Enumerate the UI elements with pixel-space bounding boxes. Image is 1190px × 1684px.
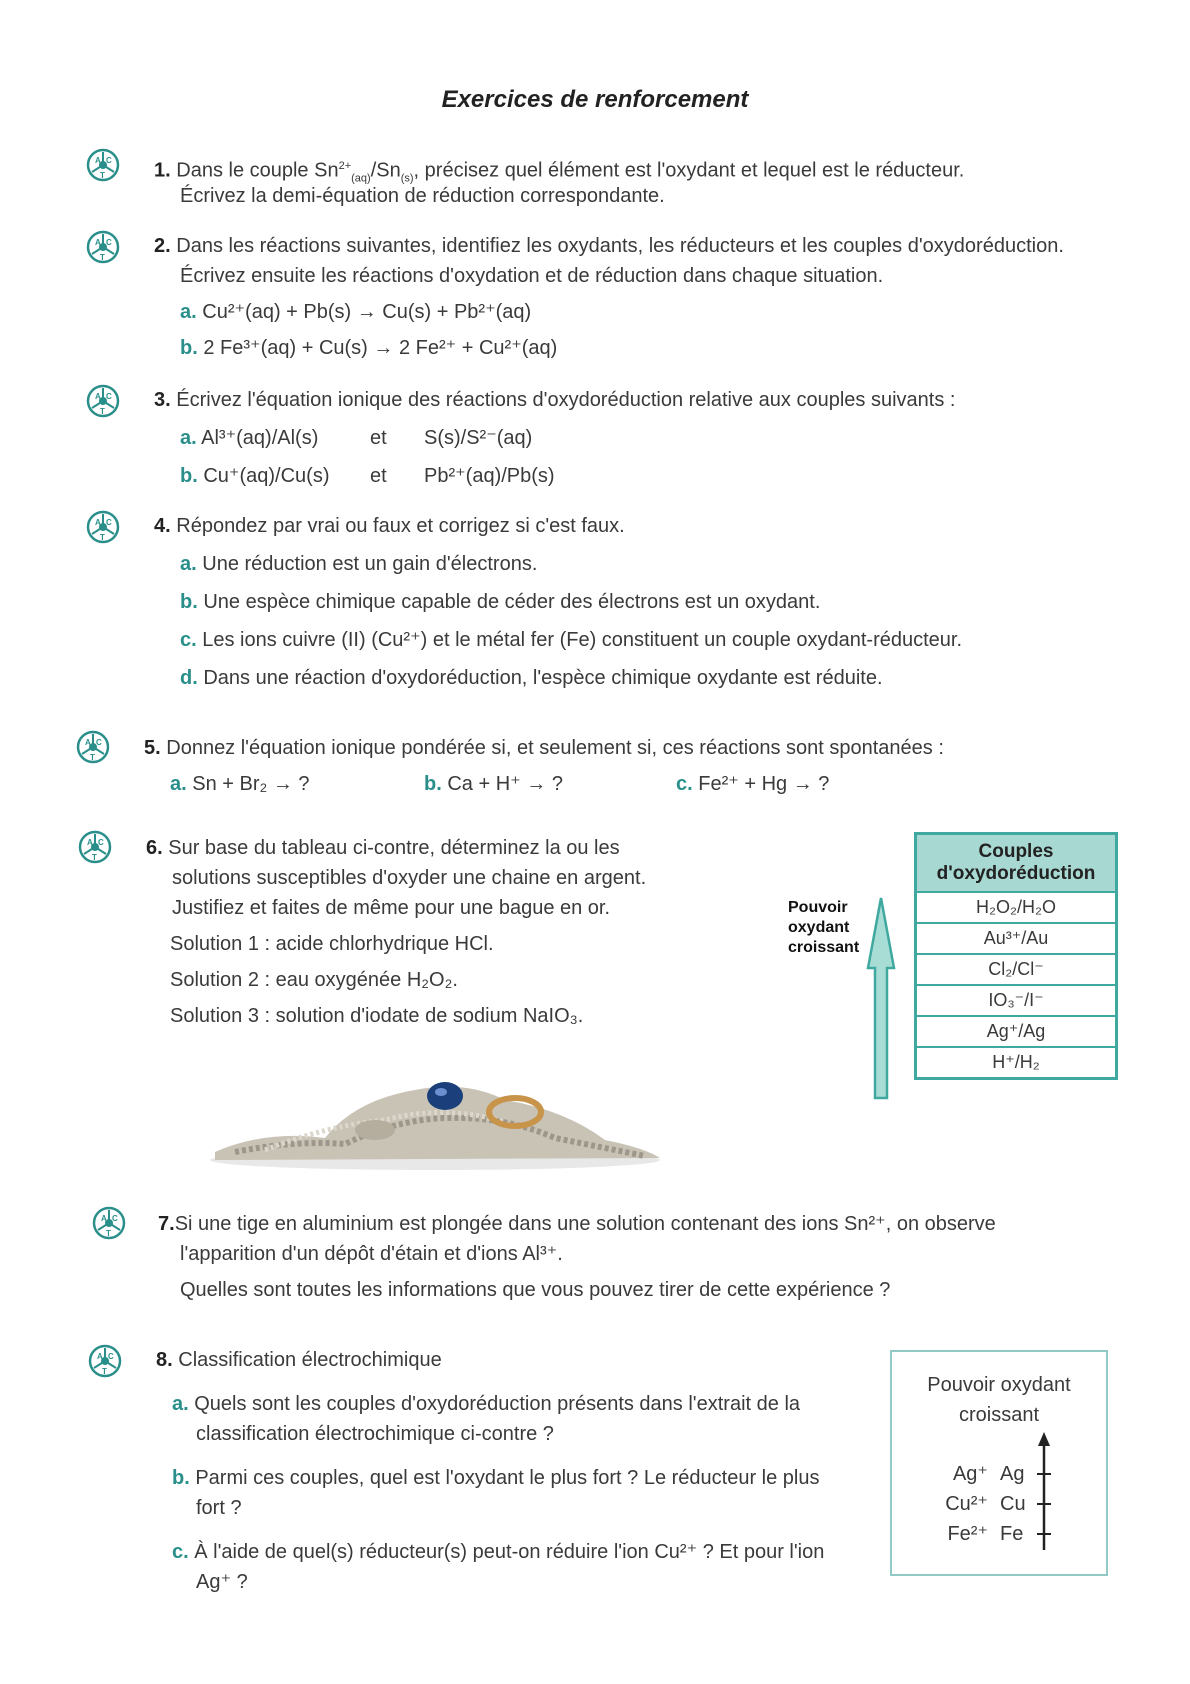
exercise-7-line-3: Quelles sont toutes les informations que vous pouvez tirer de cette expérience ? (180, 1279, 891, 1301)
svg-text:A: A (85, 738, 91, 747)
exercise-5-item-c: c. Fe²⁺ + Hg → ? (676, 773, 830, 795)
exercise-4-line-1: 4. Répondez par vrai ou faux et corrigez si c'est faux. (154, 515, 625, 537)
exercise-3-line-1: 3. Écrivez l'équation ionique des réactions d'oxydoréduction relative aux couples suivants : (154, 389, 956, 411)
exercise-7-line-2: l'apparition d'un dépôt d'étain et d'ions Al³⁺. (180, 1243, 563, 1265)
svg-text:C: C (106, 156, 112, 165)
act-badge-icon (92, 1206, 126, 1240)
svg-text:A: A (101, 1214, 107, 1223)
jewelry-image (205, 1060, 665, 1172)
box-oxidant-fe: Fe²⁺ (947, 1523, 988, 1545)
svg-text:C: C (96, 738, 102, 747)
exercise-4-item-b: b. Une espèce chimique capable de céder des électrons est un oxydant. (180, 591, 821, 613)
exercise-3-item-a-right: S(s)/S²⁻(aq) (424, 427, 533, 449)
exercise-3-item-b: b. Cu⁺(aq)/Cu(s) (180, 465, 330, 487)
svg-text:C: C (98, 838, 104, 847)
exercise-8-item-b-line-1: b. Parmi ces couples, quel est l'oxydant le plus fort ? Le réducteur le plus (172, 1467, 820, 1489)
svg-text:C: C (108, 1352, 114, 1361)
svg-text:T: T (100, 171, 105, 180)
svg-text:T: T (92, 853, 97, 862)
box-reductant-fe: Fe (1000, 1523, 1024, 1545)
svg-text:A: A (95, 156, 101, 165)
exercise-2-item-a: a. Cu²⁺(aq) + Pb(s) → Cu(s) + Pb²⁺(aq) (180, 301, 532, 323)
page-title: Exercices de renforcement (441, 86, 749, 113)
svg-text:C: C (112, 1214, 118, 1223)
exercise-6-line-3: Justifiez et faites de même pour une bague en or. (172, 897, 611, 919)
exercise-2-item-b: b. 2 Fe³⁺(aq) + Cu(s) → 2 Fe²⁺ + Cu²⁺(aq) (180, 337, 558, 359)
svg-text:C: C (106, 392, 112, 401)
svg-text:C: C (106, 238, 112, 247)
table-header: Couples d'oxydoréduction (916, 834, 1117, 893)
exercise-6-line-2: solutions susceptibles d'oxyder une chaine en argent. (172, 867, 647, 889)
act-badge-icon (86, 384, 120, 418)
table-row: H₂O₂/H₂O (916, 892, 1117, 923)
oxidizing-power-label: Pouvoir oxydant croissant (788, 899, 860, 956)
svg-text:A: A (95, 392, 101, 401)
exercise-4-item-a: a. Une réduction est un gain d'électrons. (180, 553, 538, 575)
exercise-8-item-b-line-2: fort ? (196, 1497, 242, 1519)
act-badge-icon (76, 730, 110, 764)
arrow-up-icon (1034, 1432, 1054, 1552)
exercise-5-item-b: b. Ca + H⁺ → ? (424, 773, 563, 795)
exercise-8-item-c-line-2: Ag⁺ ? (196, 1571, 248, 1593)
svg-text:A: A (97, 1352, 103, 1361)
exercise-8-item-c-line-1: c. À l'aide de quel(s) réducteur(s) peut-on réduire l'ion Cu²⁺ ? Et pour l'ion (172, 1541, 825, 1563)
exercise-3-item-a-et: et (370, 427, 387, 449)
exercise-6-solution-3: Solution 3 : solution d'iodate de sodium NaIO₃. (170, 1005, 584, 1027)
exercise-3-item-b-et: et (370, 465, 387, 487)
svg-text:A: A (87, 838, 93, 847)
exercise-4-item-d: d. Dans une réaction d'oxydoréduction, l'espèce chimique oxydante est réduite. (180, 667, 883, 689)
table-row: H⁺/H₂ (916, 1047, 1117, 1079)
svg-text:T: T (100, 253, 105, 262)
exercise-3-item-b-right: Pb²⁺(aq)/Pb(s) (424, 465, 555, 487)
box-reductant-ag: Ag (1000, 1463, 1025, 1485)
exercise-6-solution-1: Solution 1 : acide chlorhydrique HCl. (170, 933, 494, 955)
box-oxidant-cu: Cu²⁺ (945, 1493, 988, 1515)
exercise-5-item-a: a. Sn + Br₂ → ? (170, 773, 310, 795)
redox-couples-table (914, 832, 1118, 1080)
svg-text:T: T (106, 1229, 111, 1238)
exercise-4-item-c: c. Les ions cuivre (II) (Cu²⁺) et le métal fer (Fe) constituent un couple oxydant-réducteur. (180, 629, 963, 651)
exercise-8-item-a-line-1: a. Quels sont les couples d'oxydoréduction présents dans l'extrait de la (172, 1393, 801, 1415)
exercise-5-line-1: 5. Donnez l'équation ionique pondérée si, et seulement si, ces réactions sont spontanées : (144, 737, 944, 759)
exercise-1-line-2: Écrivez la demi-équation de réduction correspondante. (180, 185, 665, 207)
exercise-2-line-2: Écrivez ensuite les réactions d'oxydation et de réduction dans chaque situation. (180, 265, 884, 287)
exercise-7-line-1: 7.Si une tige en aluminium est plongée dans une solution contenant des ions Sn²⁺, on observe (158, 1213, 996, 1235)
svg-text:A: A (95, 238, 101, 247)
act-badge-icon (86, 148, 120, 182)
svg-text:T: T (100, 407, 105, 416)
act-badge-icon (86, 230, 120, 264)
exercise-2-line-1: 2. Dans les réactions suivantes, identifiez les oxydants, les réducteurs et les couples d'oxydoréduction. (154, 235, 1064, 257)
box-title: Pouvoir oxydant croissant (927, 1374, 1071, 1426)
exercise-6-line-1: 6. Sur base du tableau ci-contre, déterminez la ou les (146, 837, 620, 859)
svg-text:T: T (102, 1367, 107, 1376)
table-row: Ag⁺/Ag (916, 1016, 1117, 1047)
table-row: Au³⁺/Au (916, 923, 1117, 954)
box-oxidant-ag: Ag⁺ (952, 1463, 988, 1485)
act-badge-icon (78, 830, 112, 864)
act-badge-icon (86, 510, 120, 544)
svg-text:T: T (100, 533, 105, 542)
exercise-6-solution-2: Solution 2 : eau oxygénée H₂O₂. (170, 969, 458, 991)
box-reductant-cu: Cu (1000, 1493, 1026, 1515)
electrochemical-classification-box (890, 1350, 1108, 1576)
exercise-3-item-a: a. Al³⁺(aq)/Al(s) (180, 427, 319, 449)
svg-text:A: A (95, 518, 101, 527)
exercise-1-line-1: 1. Dans le couple $Sn^{2+}_{(aq)}/Sn_{(s)}$, précisez quel élément est l'oxydant et lequel est le réducteur. (154, 159, 965, 185)
table-row: IO₃⁻/I⁻ (916, 985, 1117, 1016)
svg-text:T: T (90, 753, 95, 762)
act-badge-icon (88, 1344, 122, 1378)
exercise-8-line-1: 8. Classification électrochimique (156, 1349, 442, 1371)
arrow-up-icon (866, 896, 896, 1102)
table-row: Cl₂/Cl⁻ (916, 954, 1117, 985)
svg-text:C: C (106, 518, 112, 527)
exercise-8-item-a-line-2: classification électrochimique ci-contre ? (196, 1423, 554, 1445)
